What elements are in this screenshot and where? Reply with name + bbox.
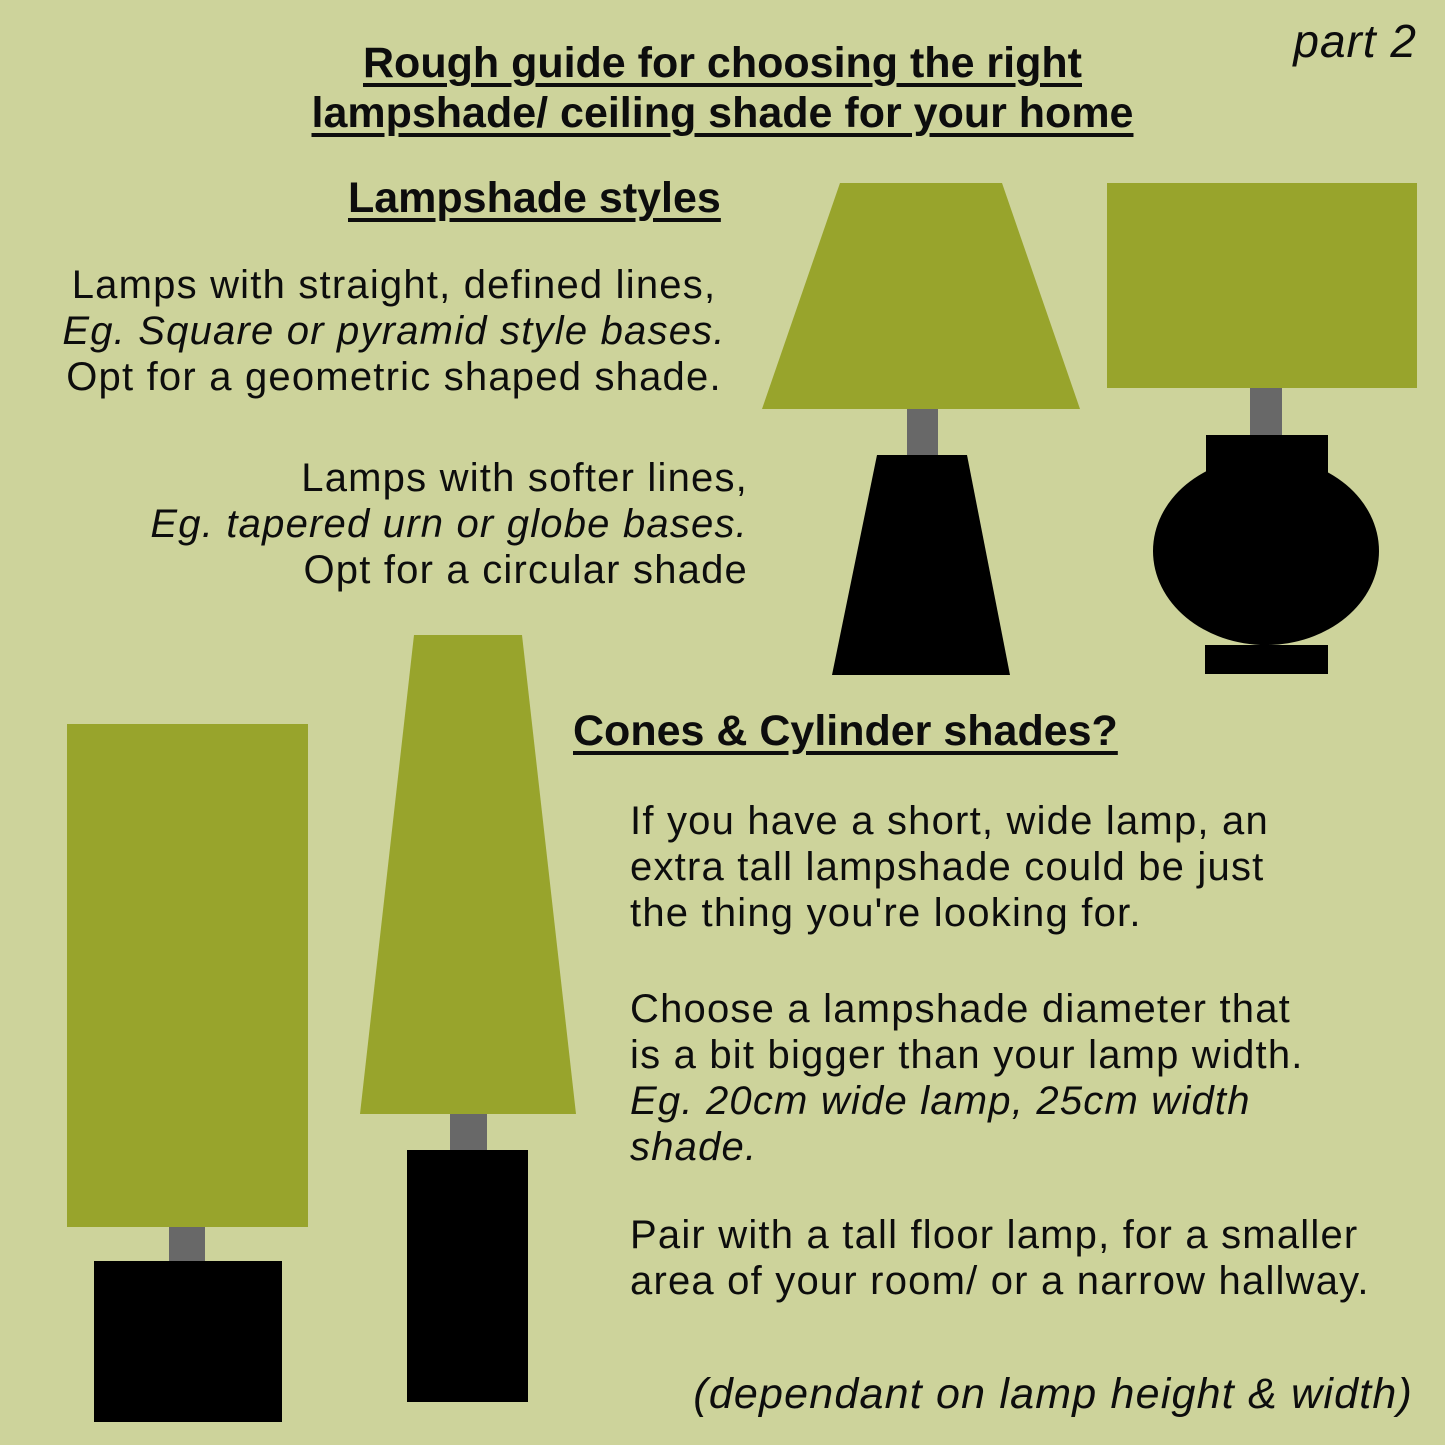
globe-lamp-base-icon — [1153, 435, 1379, 674]
floor-lamp-paragraph — [630, 1212, 1370, 1304]
lamp-stem-icon — [907, 409, 938, 455]
paragraph-line: the thing you're looking for. — [630, 891, 1142, 935]
paragraph-line: Opt for a circular shade — [303, 548, 748, 592]
column-lamp-base-icon — [407, 1150, 528, 1402]
geometric-table-lamp — [762, 183, 1080, 675]
paragraph-line: is a bit bigger than your lamp width. — [630, 1033, 1304, 1077]
softer-lines-paragraph — [0, 455, 748, 593]
cone-floor-lamp — [360, 635, 576, 1402]
paragraph-line: Eg. tapered urn or globe bases. — [150, 502, 748, 546]
paragraph-line: shade. — [630, 1125, 758, 1169]
paragraph-line: Lamps with straight, defined lines, — [71, 263, 717, 307]
short-wide-lamp-paragraph — [630, 798, 1269, 936]
globe-table-lamp — [1107, 183, 1418, 674]
cone-lampshade-icon — [360, 635, 576, 1114]
paragraph-line: extra tall lampshade could be just — [630, 845, 1265, 889]
trapezoid-lampshade-icon — [762, 183, 1080, 409]
paragraph-line: Choose a lampshade diameter that — [630, 987, 1291, 1031]
lampshade-styles-heading: Lampshade styles — [348, 174, 721, 222]
straight-lines-paragraph — [28, 262, 760, 400]
rectangle-lampshade-icon — [67, 724, 308, 1227]
wide-rectangle-lamp — [67, 724, 308, 1422]
diameter-advice-paragraph — [630, 986, 1304, 1170]
lamp-stem-icon — [169, 1227, 205, 1261]
cones-cylinder-heading: Cones & Cylinder shades? — [573, 707, 1118, 755]
paragraph-line: area of your room/ or a narrow hallway. — [630, 1259, 1370, 1303]
page-title-line2: lampshade/ ceiling shade for your home — [311, 89, 1134, 137]
paragraph-line: Opt for a geometric shaped shade. — [66, 355, 722, 399]
globe-body — [1153, 457, 1379, 645]
page-title-line1: Rough guide for choosing the right — [363, 39, 1082, 87]
lamp-stem-icon — [450, 1114, 487, 1150]
rectangle-lampshade-icon — [1107, 183, 1417, 388]
lamp-stem-icon — [1250, 388, 1282, 435]
paragraph-line: If you have a short, wide lamp, an — [630, 799, 1269, 843]
footer-note: (dependant on lamp height & width) — [693, 1370, 1413, 1418]
globe-pedestal — [1205, 645, 1328, 674]
page-title — [0, 38, 1445, 138]
part-label: part 2 — [1293, 15, 1417, 67]
paragraph-line: Pair with a tall floor lamp, for a smaller — [630, 1213, 1359, 1257]
paragraph-line: Eg. Square or pyramid style bases. — [62, 309, 726, 353]
paragraph-line: Lamps with softer lines, — [301, 456, 748, 500]
paragraph-line: Eg. 20cm wide lamp, 25cm width — [630, 1079, 1251, 1123]
tapered-lamp-base-icon — [832, 455, 1010, 675]
